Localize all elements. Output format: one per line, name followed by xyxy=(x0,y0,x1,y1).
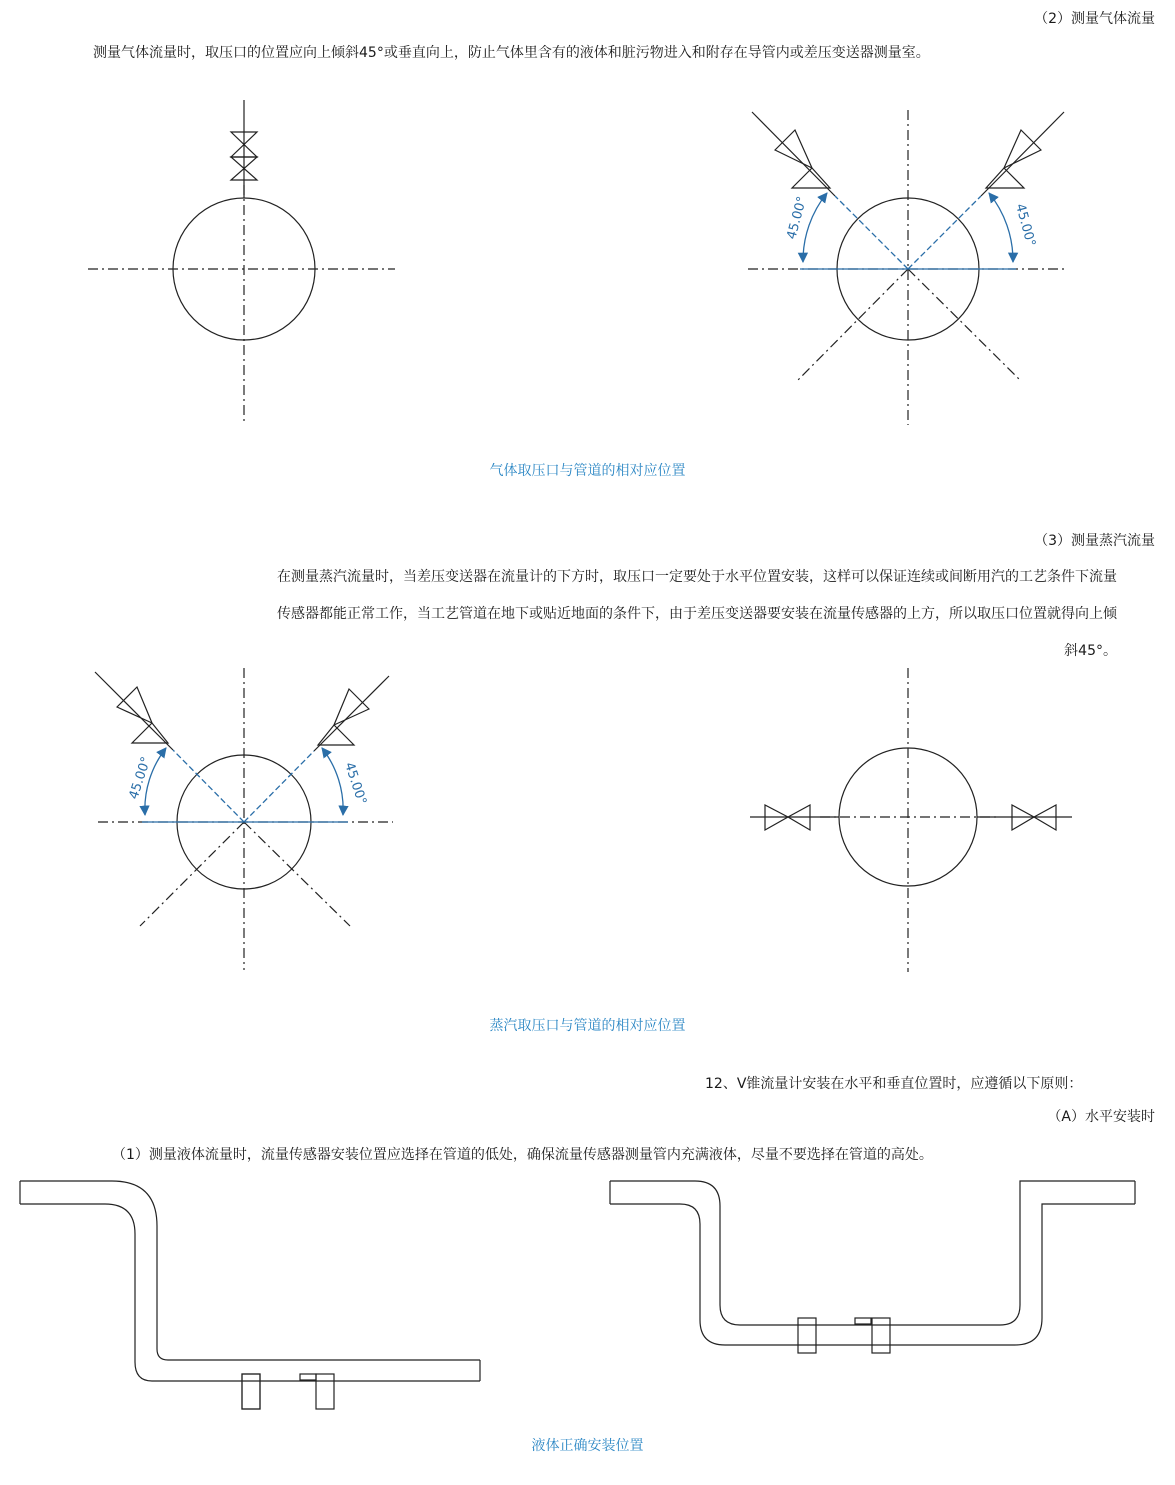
gas-vertical-tap xyxy=(88,100,395,425)
steam-section-body-line: 传感器都能正常工作，当工艺管道在地下或贴近地面的条件下，由于差压变送器要安装在流量传感器的上方，所以取压口位置就得向上倾 xyxy=(277,606,1117,622)
valve-icon xyxy=(775,130,830,188)
vcone-section-heading: 12、V锥流量计安装在水平和垂直位置时，应遵循以下原则： xyxy=(705,1076,1083,1092)
steam-section-body-line: 在测量蒸汽流量时，当差压变送器在流量计的下方时，取压口一定要处于水平位置安装，这样可以保证连续或间断用汽的工艺条件下流量 xyxy=(277,569,1117,585)
liquid-figure-caption: 液体正确安装位置 xyxy=(531,1438,644,1454)
angle-label: 45.00° xyxy=(126,755,155,802)
flange-left-a xyxy=(242,1374,260,1409)
valve-icon xyxy=(986,130,1041,188)
steam-figure-caption: 蒸汽取压口与管道的相对应位置 xyxy=(489,1018,686,1034)
steam-tap-diagram xyxy=(0,665,1175,975)
vcone-subheading: （A）水平安装时 xyxy=(1047,1109,1155,1125)
gas-section-body: 测量气体流量时，取压口的位置应向上倾斜45°或垂直向上，防止气体里含有的液体和脏污物进入和附存在导管内或差压变送器测量室。 xyxy=(93,45,930,61)
gas-tap-diagram xyxy=(0,95,1175,435)
vcone-body: （1）测量液体流量时，流量传感器安装位置应选择在管道的低处，确保流量传感器测量管内充满液体，尽量不要选择在管道的高处。 xyxy=(112,1147,933,1163)
steam-45-taps xyxy=(95,668,393,970)
steam-section-heading: （3）测量蒸汽流量 xyxy=(1034,533,1155,549)
steam-horizontal-taps xyxy=(750,668,1072,972)
steam-angle-dimensions xyxy=(142,748,348,822)
liquid-install-diagram xyxy=(0,1180,1175,1420)
pipe-right xyxy=(610,1181,1135,1353)
angle-label: 45.00° xyxy=(341,760,369,807)
gas-figure-caption: 气体取压口与管道的相对应位置 xyxy=(489,463,686,479)
angle-label: 45.00° xyxy=(784,194,811,242)
flange-right-b xyxy=(872,1318,890,1353)
valve-icon xyxy=(318,689,369,745)
valve-icon xyxy=(117,687,168,743)
gas-section-heading: （2）测量气体流量 xyxy=(1034,11,1155,27)
flange-right-a xyxy=(798,1318,816,1353)
gas-45-taps xyxy=(748,110,1068,425)
angle-label: 45.00° xyxy=(1012,202,1038,249)
steam-section-body-line: 斜45°。 xyxy=(1064,643,1117,659)
pipe-left xyxy=(20,1181,480,1409)
flange-left-b xyxy=(316,1374,334,1409)
